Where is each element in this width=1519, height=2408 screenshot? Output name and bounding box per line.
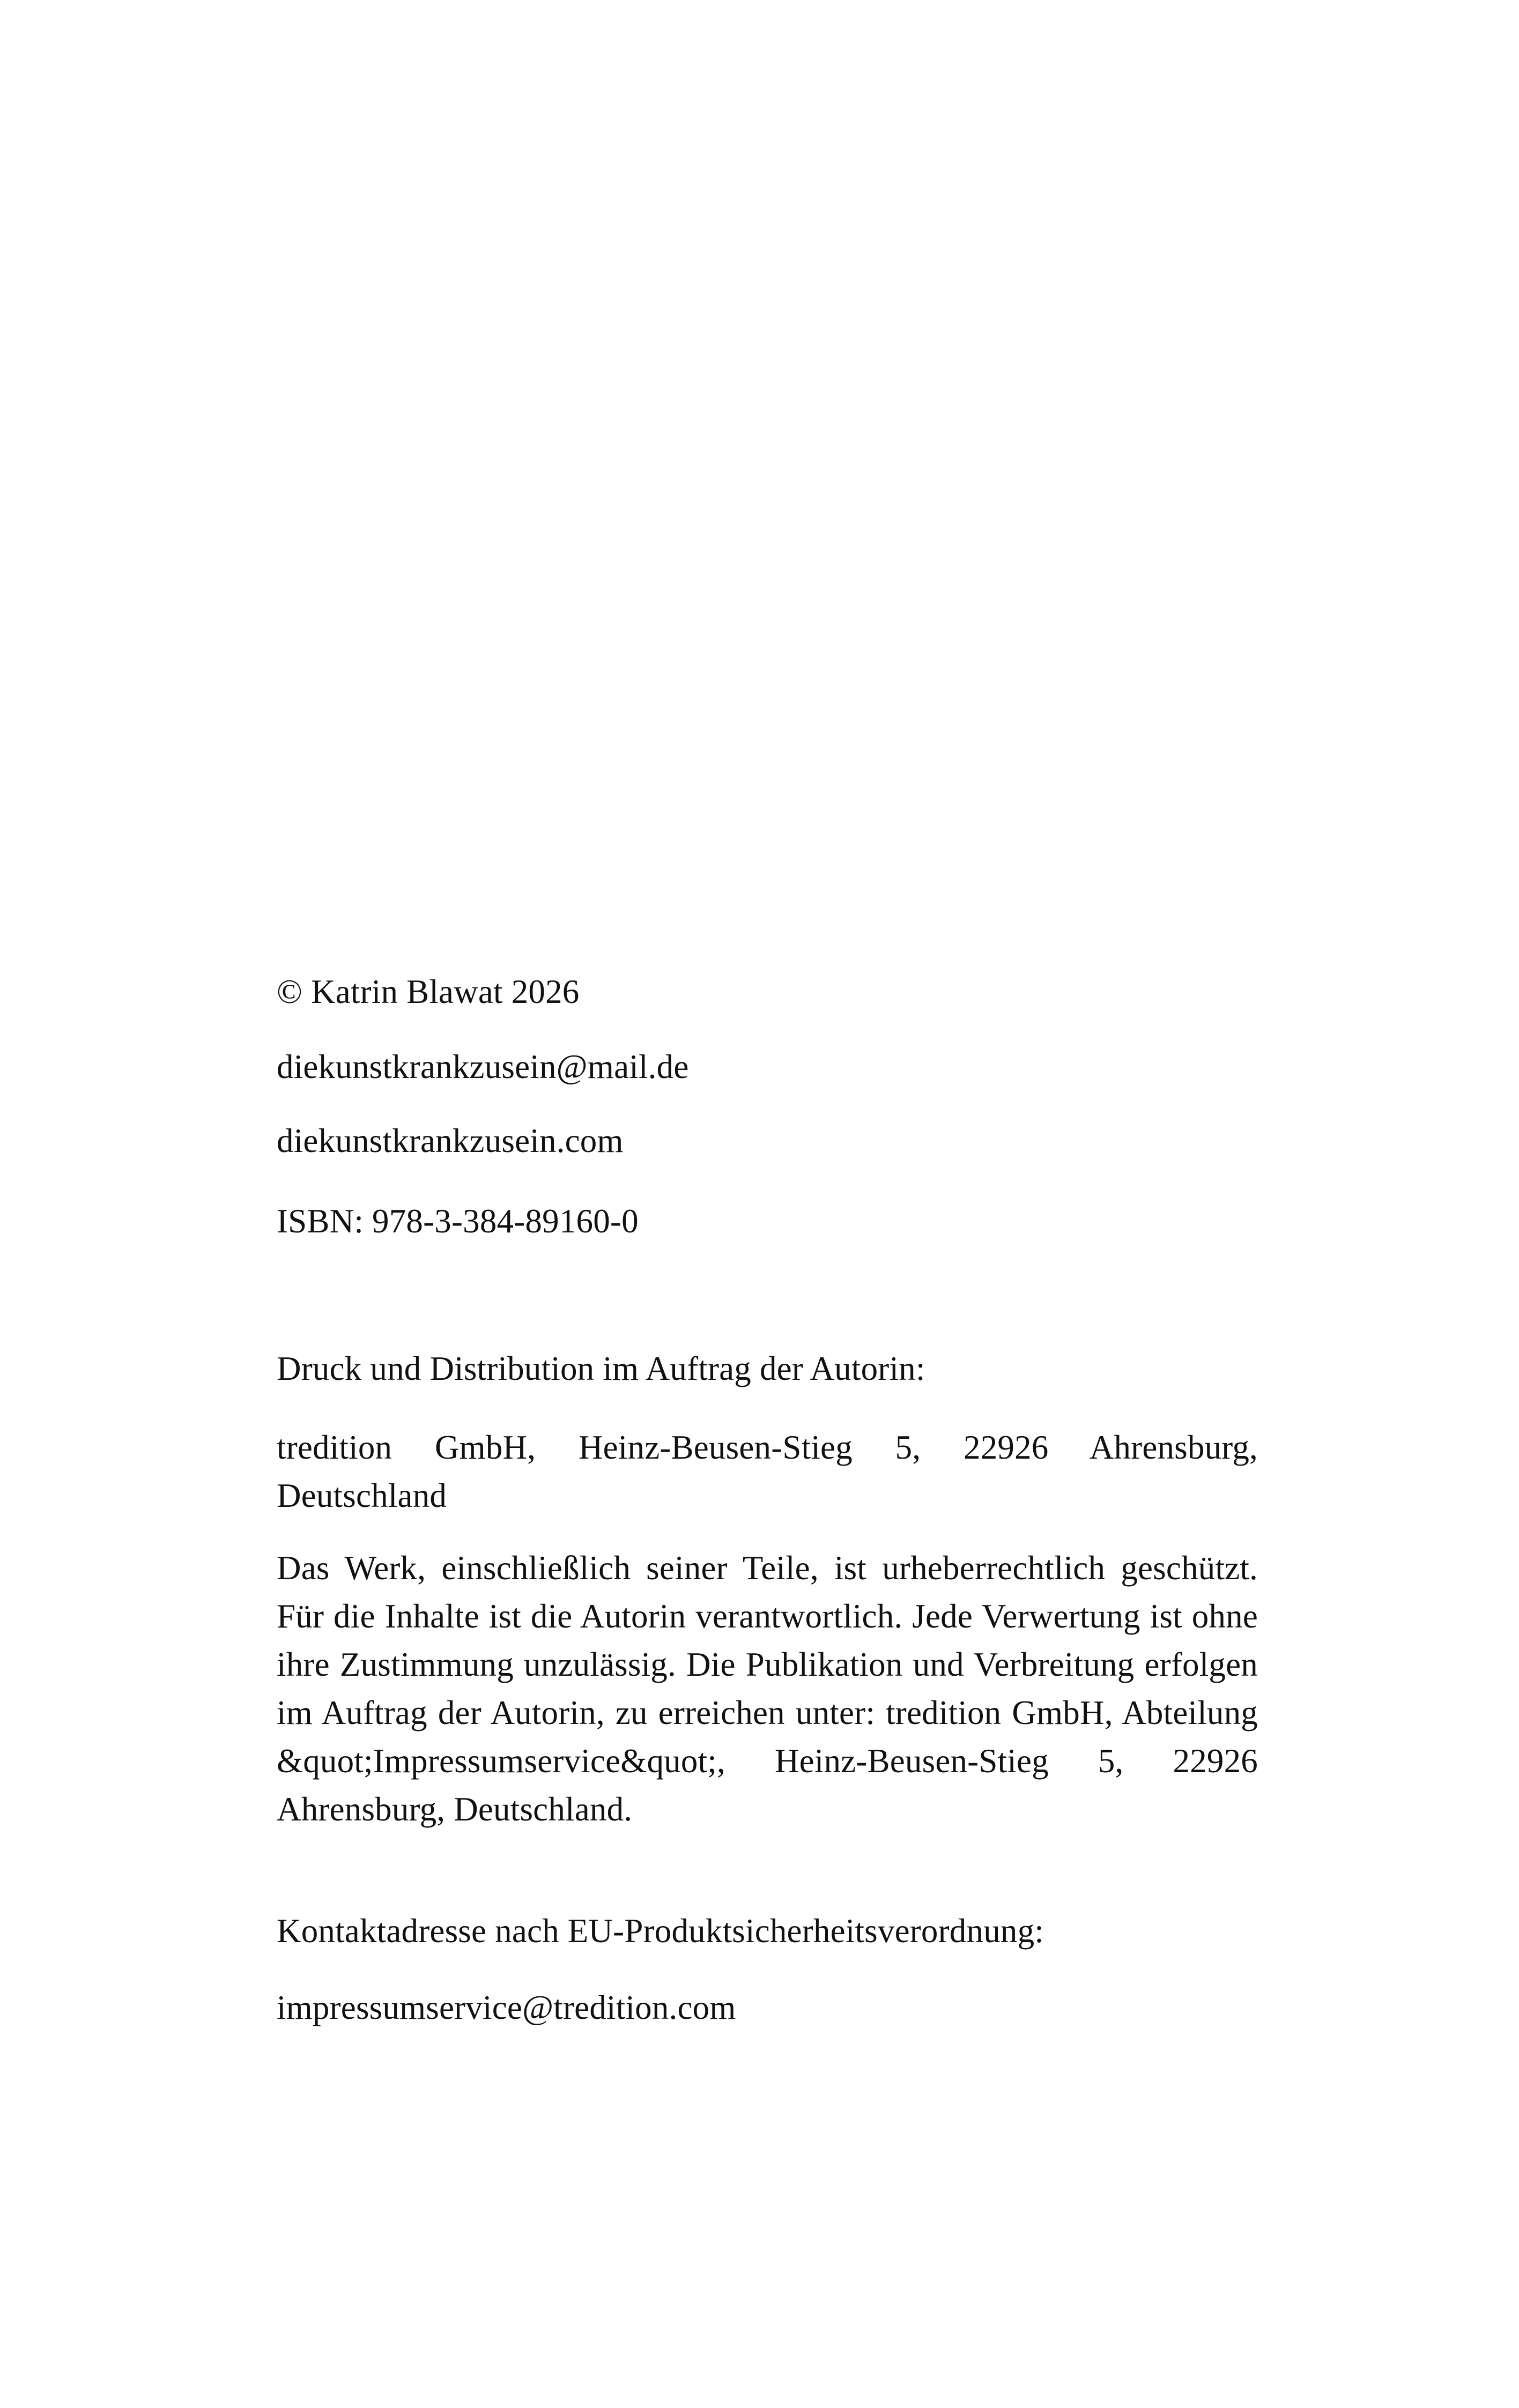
- copyright-line: © Katrin Blawat 2026: [277, 973, 580, 1010]
- author-website: diekunstkrankzusein.com: [277, 1122, 624, 1160]
- distribution-address: tredition GmbH, Heinz-Beusen-Stieg 5, 22926 Ahrensburg, Deutschland: [277, 1429, 1258, 1514]
- distribution-heading: Druck und Distribution im Auftrag der Autorin:: [277, 1350, 925, 1387]
- legal-notice: Das Werk, einschließlich seiner Teile, ist urheberrechtlich geschützt. Für die Inhalte ist die Autorin verantwortlich. Jede Verwertung ist ohne ihre Zustimmung unzulässig. Die Publikation und Verbreitung erfolgen im Auftrag der Autorin, zu erreichen unter: tredition GmbH, Abteilung &quot;Impressumservice&quot;, Heinz-Beusen-Stieg 5, 22926 Ahrensburg, Deutschland.: [277, 1549, 1258, 1828]
- contact-heading: Kontaktadresse nach EU-Produktsicherheitsverordnung:: [277, 1912, 1044, 1950]
- author-email: diekunstkrankzusein@mail.de: [277, 1048, 689, 1086]
- isbn-line: ISBN: 978-3-384-89160-0: [277, 1202, 639, 1240]
- contact-email: impressumservice@tredition.com: [277, 1989, 736, 2026]
